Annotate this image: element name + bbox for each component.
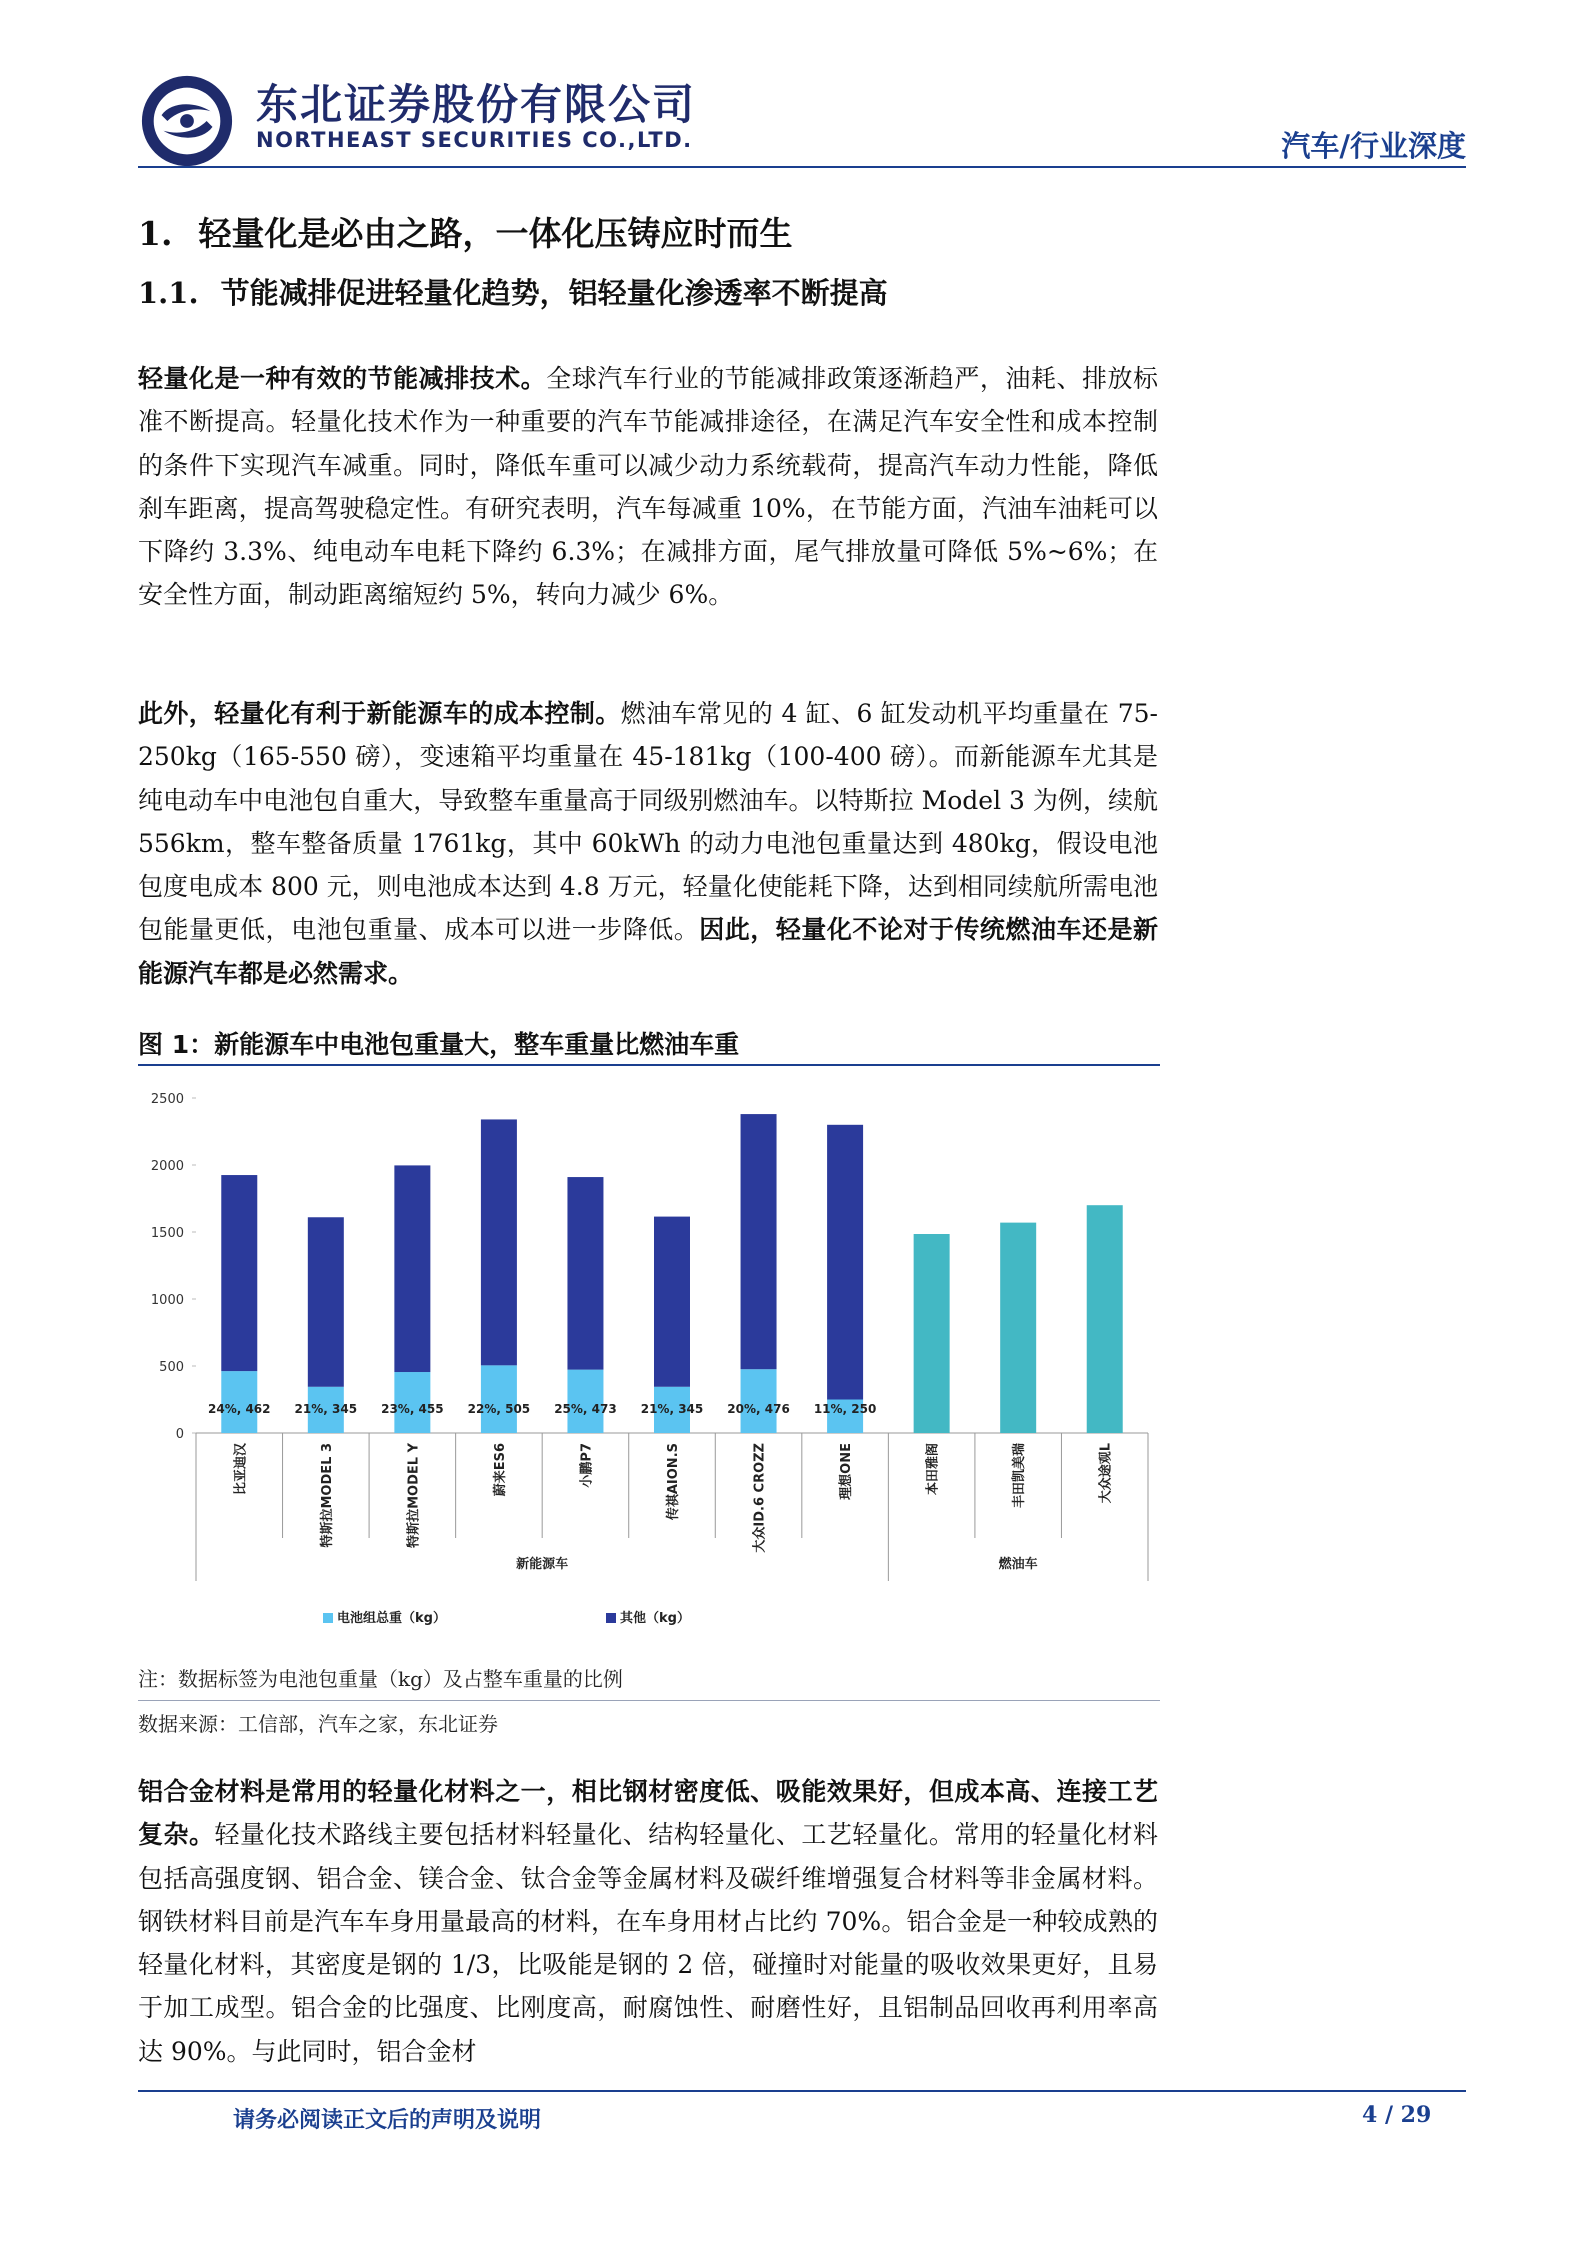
y-tick-label: 2500	[150, 1092, 184, 1107]
legend-label: 其他（kg）	[620, 1611, 690, 1626]
subsection-number: 1.1.	[138, 276, 199, 310]
paragraph-lead: 轻量化是一种有效的节能减排技术。	[138, 364, 547, 393]
paragraph-lead: 此外，轻量化有利于新能源车的成本控制。	[138, 699, 621, 728]
bar-data-label: 21%, 345	[294, 1402, 358, 1416]
vehicle-weight-bar-chart	[138, 1078, 1160, 1648]
category-label: 大众ID.6 CROZZ	[752, 1443, 768, 1553]
paragraph-body: 轻量化技术路线主要包括材料轻量化、结构轻量化、工艺轻量化。常用的轻量化材料包括高强度钢、铝合金、镁合金、钛合金等金属材料及碳纤维增强复合材料等非金属材料。钢铁材料目前是汽车车身用量最高的材料，在车身用材占比约 70%。铝合金是一种较成熟的轻量化材料，其密度是钢的 1/3，比吸能是钢的 2 倍，碰撞时对能量的吸收效果更好，且易于加工成型。铝合金的比强度、比刚度高，耐腐蚀性、耐磨性好，且铝制品回收再利用率高达 90%。与此同时，铝合金材	[138, 1820, 1158, 2066]
section-title: 轻量化是必由之路，一体化压铸应时而生	[198, 214, 793, 253]
category-label: 比亚迪汉	[233, 1443, 249, 1496]
bar-battery-weight	[481, 1365, 517, 1433]
bar-ice-vehicle-weight	[1087, 1205, 1123, 1433]
figure-bottom-rule	[138, 1700, 1160, 1701]
page-number: 4 / 29	[1362, 2102, 1432, 2128]
category-label: 本田雅阁	[925, 1443, 941, 1496]
paragraph-lead: 铝合金材料是常用的轻量化材料之一，相比钢材密度低、吸能效果好，但成本高、连接工艺复杂。	[138, 1777, 1158, 1850]
y-tick-label: 1000	[150, 1293, 184, 1308]
bar-other-weight	[741, 1114, 777, 1369]
paragraph-aluminum-alloy	[138, 1770, 1158, 2073]
category-label: 丰田凯美瑞	[1012, 1443, 1028, 1509]
bar-other-weight	[221, 1175, 257, 1371]
bar-ice-vehicle-weight	[1000, 1223, 1036, 1433]
figure-top-rule	[138, 1064, 1160, 1066]
section-number: 1.	[138, 214, 173, 253]
category-label: 小鹏P7	[579, 1443, 595, 1488]
paragraph-body: 燃油车常见的 4 缸、6 缸发动机平均重量在 75-250kg（165-550 磅），变速箱平均重量在 45-181kg（100-400 磅）。而新能源车尤其是纯电动车中电池包自重大，导致整车重量高于同级别燃油车。以特斯拉 Model 3 为例，续航 556km，整车整备质量 1761kg，其中 60kWh 的动力电池包重量达到 480kg，假设电池包度电成本 800 元，则电池成本达到 4.8 万元，轻量化使能耗下降，达到相同续航所需电池包能量更低，电池包重量、成本可以进一步降低。	[138, 699, 1158, 945]
bar-other-weight	[654, 1217, 690, 1387]
northeast-securities-logo	[138, 72, 236, 170]
chart-bars	[221, 1114, 1122, 1433]
bar-data-label: 22%, 505	[467, 1402, 531, 1416]
figure-note: 注：数据标签为电池包重量（kg）及占整车重量的比例	[138, 1667, 623, 1691]
footer-divider	[138, 2090, 1466, 2092]
y-tick-label: 0	[175, 1427, 184, 1442]
subsection-title: 节能减排促进轻量化趋势，铝轻量化渗透率不断提高	[220, 276, 888, 310]
category-label: 理想ONE	[839, 1443, 855, 1500]
category-label: 大众途观L	[1098, 1443, 1114, 1504]
y-tick-label: 1500	[150, 1226, 184, 1241]
bar-data-label: 25%, 473	[554, 1402, 617, 1416]
bar-other-weight	[394, 1165, 430, 1372]
bar-other-weight	[308, 1217, 344, 1387]
group-label: 燃油车	[998, 1557, 1038, 1572]
legend-swatch	[323, 1613, 333, 1623]
chart-legend	[323, 1610, 690, 1626]
bar-data-label: 20%, 476	[727, 1402, 790, 1416]
footer-disclaimer: 请务必阅读正文后的声明及说明	[233, 2108, 542, 2133]
y-tick-label: 500	[159, 1360, 184, 1375]
category-label: 传祺AION.S	[666, 1443, 681, 1521]
legend-label: 电池组总重（kg）	[337, 1611, 446, 1626]
company-name-cn: 东北证券股份有限公司	[256, 80, 697, 129]
paragraph-lightweight-emission	[138, 357, 1158, 617]
report-category: 汽车/行业深度	[1281, 129, 1466, 163]
y-tick-label: 2000	[150, 1159, 184, 1174]
subsection-heading	[138, 271, 888, 312]
bar-data-label: 21%, 345	[640, 1402, 704, 1416]
figure-title: 图 1：新能源车中电池包重量大，整车重量比燃油车重	[138, 1030, 740, 1059]
paragraph-conclusion: 因此，轻量化不论对于传统燃油车还是新能源汽车都是必然需求。	[138, 915, 1158, 988]
group-label: 新能源车	[516, 1557, 569, 1572]
bar-other-weight	[567, 1177, 603, 1370]
legend-swatch	[606, 1613, 616, 1623]
paragraph-cost-control	[138, 692, 1158, 995]
category-label: 特斯拉MODEL Y	[406, 1443, 422, 1548]
category-label: 蔚来ES6	[492, 1443, 508, 1497]
figure-source: 数据来源：工信部，汽车之家，东北证券	[138, 1712, 498, 1736]
section-heading	[138, 208, 792, 255]
bar-other-weight	[481, 1119, 517, 1365]
bar-data-label: 23%, 455	[381, 1402, 444, 1416]
bar-data-label: 24%, 462	[208, 1402, 271, 1416]
bar-other-weight	[827, 1125, 863, 1400]
bar-ice-vehicle-weight	[914, 1234, 950, 1433]
header-divider	[138, 166, 1466, 168]
paragraph-body: 全球汽车行业的节能减排政策逐渐趋严，油耗、排放标准不断提高。轻量化技术作为一种重要的汽车节能减排途径，在满足汽车安全性和成本控制的条件下实现汽车减重。同时，降低车重可以减少动力系统载荷，提高汽车动力性能，降低刹车距离，提高驾驶稳定性。有研究表明，汽车每减重 10%，在节能方面，汽油车油耗可以下降约 3.3%、纯电动车电耗下降约 6.3%；在减排方面，尾气排放量可降低 5%~6%；在安全性方面，制动距离缩短约 5%，转向力减少 6%。	[138, 364, 1158, 610]
chart-axes	[151, 1092, 1148, 1581]
company-name-en: NORTHEAST SECURITIES CO.,LTD.	[256, 128, 693, 152]
category-label: 特斯拉MODEL 3	[319, 1443, 335, 1548]
bar-data-label: 11%, 250	[813, 1402, 877, 1416]
